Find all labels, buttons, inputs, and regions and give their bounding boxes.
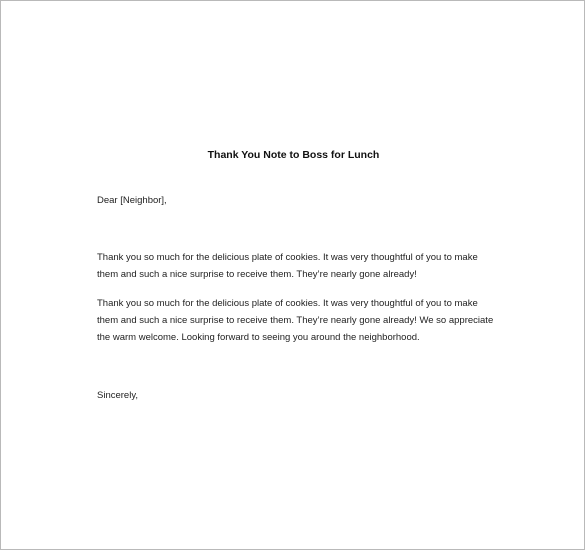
salutation: Dear [Neighbor], [97, 195, 167, 206]
paragraph-line: Thank you so much for the delicious plate of cookies. It was very thoughtful of you to make [97, 298, 478, 309]
body-paragraph-2 [97, 295, 497, 346]
paragraph-line: them and such a nice surprise to receive them. They’re nearly gone already! We so appreciate [97, 315, 494, 326]
body-paragraph-1 [97, 249, 497, 283]
paragraph-line: Thank you so much for the delicious plate of cookies. It was very thoughtful of you to make [97, 252, 478, 263]
closing: Sincerely, [97, 390, 139, 401]
paragraph-line: the warm welcome. Looking forward to seeing you around the neighborhood. [97, 332, 420, 343]
paragraph-line: them and such a nice surprise to receive them. They’re nearly gone already! [97, 269, 417, 280]
document-title: Thank You Note to Boss for Lunch [207, 149, 380, 161]
